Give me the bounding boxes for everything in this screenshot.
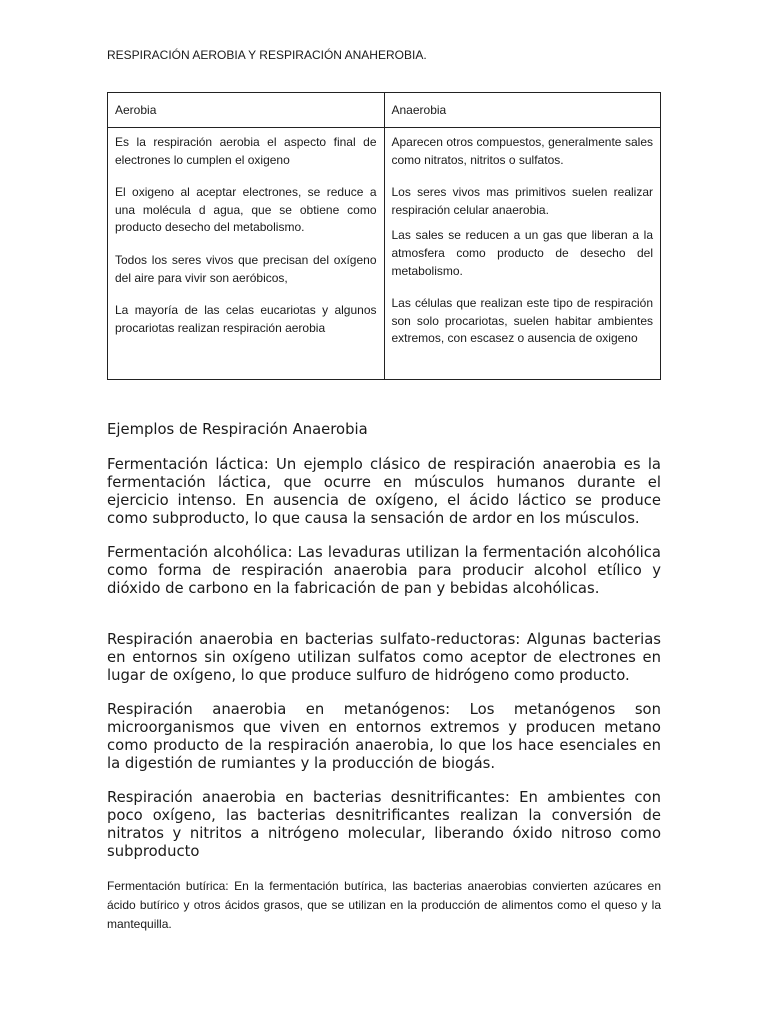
aerobia-cell bbox=[108, 128, 385, 380]
anaerobia-cell bbox=[384, 128, 661, 380]
aerobia-item: La mayoría de las celas eucariotas y algunos procariotas realizan respiración aerobia bbox=[115, 303, 377, 335]
butyric-note: Fermentación butírica: En la fermentación butírica, las bacterias anaerobias convierten azúcares en ácido butírico y otros ácidos grasos, que se utilizan en la producción de alimentos como el queso y la mantequilla. bbox=[107, 879, 661, 931]
anaerobia-item: Los seres vivos mas primitivos suelen realizar respiración celular anaerobia. bbox=[391, 185, 653, 217]
header-anaerobia: Anaerobia bbox=[384, 93, 661, 128]
example-paragraph: Respiración anaerobia en bacterias desnitrificantes: En ambientes con poco oxígeno, las bacterias desnitrificantes realizan la conversión de nitratos y nitritos a nitrógeno molecular, liberando óxido nitroso como subproducto bbox=[107, 789, 661, 861]
header-aerobia: Aerobia bbox=[108, 93, 385, 128]
table-row bbox=[108, 128, 661, 380]
example-paragraph: Respiración anaerobia en bacterias sulfato-reductoras: Algunas bacterias en entornos sin oxígeno utilizan sulfatos como aceptor de electrones en lugar de oxígeno, lo que produce sulfuro de hidrógeno como producto. bbox=[107, 631, 661, 685]
aerobia-item: Todos los seres vivos que precisan del oxígeno del aire para vivir son aeróbicos, bbox=[115, 252, 377, 285]
anaerobia-item: Las células que realizan este tipo de respiración son solo procariotas, suelen habitar ambientes extremos, con escasez o ausencia de oxigeno bbox=[391, 296, 653, 346]
example-paragraph: Fermentación alcohólica: Las levaduras utilizan la fermentación alcohólica como forma de respiración anaerobia para producir alcohol etílico y dióxido de carbono en la fabricación de pan y bebidas alcohólicas. bbox=[107, 544, 661, 598]
comparison-table bbox=[107, 92, 661, 380]
document-title: RESPIRACIÓN AEROBIA Y RESPIRACIÓN ANAHEROBIA. bbox=[107, 48, 427, 62]
aerobia-item: El oxigeno al aceptar electrones, se reduce a una molécula d agua, que se obtiene como producto desecho del metabolismo. bbox=[115, 185, 377, 235]
anaerobia-item: Las sales se reducen a un gas que liberan a la atmosfera como producto de desecho del metabolismo. bbox=[391, 228, 653, 278]
table-header-row bbox=[108, 93, 661, 128]
example-paragraph: Fermentación láctica: Un ejemplo clásico de respiración anaerobia es la fermentación láctica, que ocurre en músculos humanos durante el ejercicio intenso. En ausencia de oxígeno, el ácido láctico se produce como subproducto, lo que causa la sensación de ardor en los músculos. bbox=[107, 456, 661, 528]
example-paragraph: Respiración anaerobia en metanógenos: Los metanógenos son microorganismos que viven en entornos extremos y producen metano como producto de la respiración anaerobia, lo que los hace esenciales en la digestión de rumiantes y la producción de biogás. bbox=[107, 701, 661, 773]
examples-heading: Ejemplos de Respiración Anaerobia bbox=[107, 421, 368, 438]
aerobia-item: Es la respiración aerobia el aspecto final de electrones lo cumplen el oxigeno bbox=[115, 135, 377, 167]
anaerobia-item: Aparecen otros compuestos, generalmente sales como nitratos, nitritos o sulfatos. bbox=[391, 135, 653, 167]
